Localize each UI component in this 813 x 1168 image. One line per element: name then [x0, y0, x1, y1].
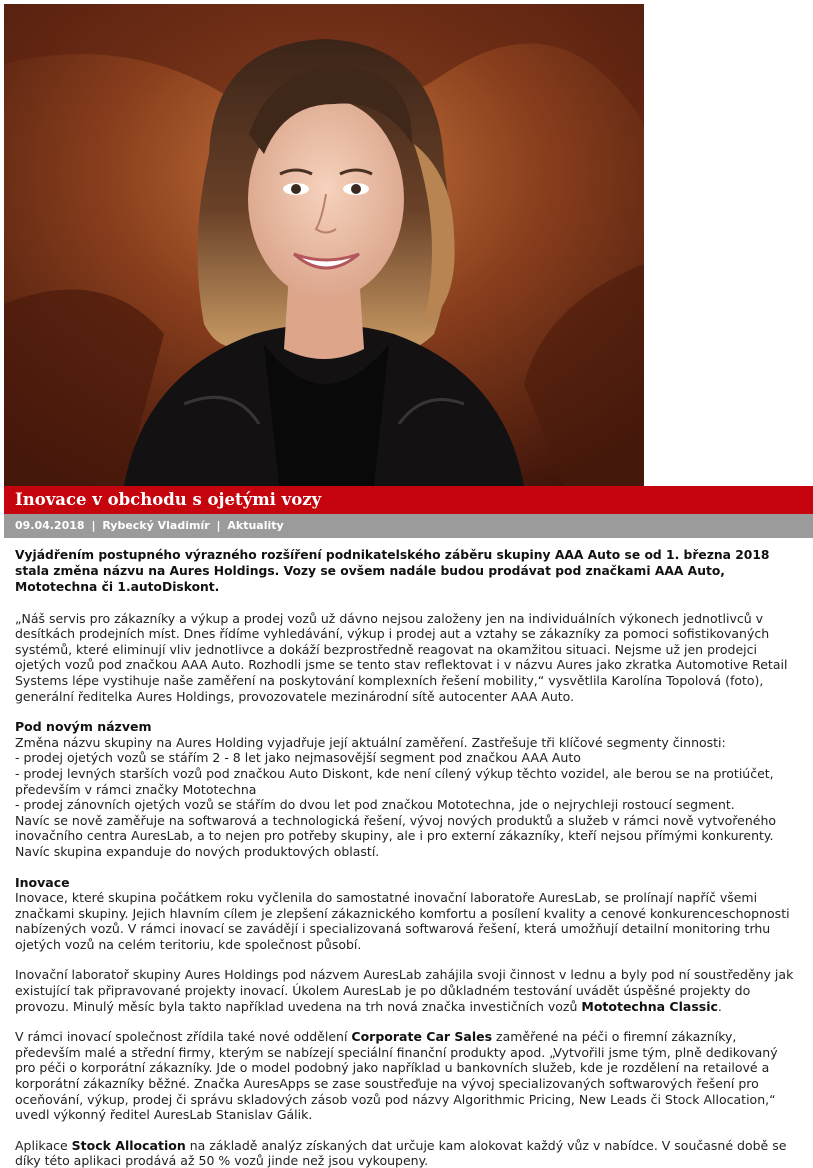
article-date: 09.04.2018: [15, 519, 85, 532]
section-new-name: [15, 719, 800, 859]
article-body: [15, 547, 800, 1168]
paragraph-text: Inovační laboratoř skupiny Aures Holdings pod názvem AuresLab zahájila svoji činnost v lednu a byly pod ní soustředěny jak existující tak připravované projekty inovací. Úkolem AuresLab je po důkladném testování uvádět úspěšné projekty do provozu. Minulý měsíc byla takto například uvedena na trh nová značka investičních vozů: [15, 967, 794, 1014]
bold-term: Mototechna Classic: [581, 998, 718, 1014]
section-heading: Inovace: [15, 874, 70, 890]
article-meta: [4, 514, 813, 538]
article-category[interactable]: Aktuality: [227, 519, 284, 532]
bold-term: Corporate Car Sales: [351, 1029, 493, 1045]
section-heading: Pod novým názvem: [15, 719, 152, 735]
article-paragraph: „Náš servis pro zákazníky a výkup a prodej vozů už dávno nejsou založeny jen na individuálních výkonech jednotlivců v desítkách prodejních míst. Dnes řídíme vyhledávání, výkup i prodej aut a vztahy se zákazníky za pomoci sofistikovaných systémů, které eliminují vliv jednotlivce a dokáží bezprostředně reagovat na okamžitou situaci. Nejsme už jen prodejci ojetých vozů pod značkou AAA Auto. Rozhodli jsme se tento stav reflektovat i v názvu Aures jako zkratka Automotive Retail Systems lépe vystihuje naše zaměření na poskytování komplexních řešení mobility,“ vysvětlila Karolína Topolová (foto), generální ředitelka Aures Holdings, provozovatele mezinárodní sítě autocenter AAA Auto.: [15, 610, 788, 704]
paragraph-text: V rámci inovací společnost zřídila také nové oddělení: [15, 1029, 352, 1045]
list-item: - prodej zánovních ojetých vozů se stářím do dvou let pod značkou Mototechna, jde o nejrychleji rostoucí segment.: [15, 797, 735, 813]
bold-term: Stock Allocation: [71, 1137, 186, 1153]
article-paragraph: [15, 1029, 800, 1123]
article-photo: [4, 4, 644, 486]
article-paragraph: [15, 1138, 800, 1168]
article-paragraph: [15, 967, 800, 1014]
list-item: - prodej levných starších vozů pod značkou Auto Diskont, kde není cílený výkup těchto vozidel, ale berou se na protiúčet, především v rámci značky Mototechna: [15, 765, 774, 797]
paragraph-text: Aplikace: [15, 1137, 72, 1153]
list-item: - prodej ojetých vozů se stářím 2 - 8 let jako nejmasovější segment pod značkou AAA Auto: [15, 750, 581, 766]
article-author[interactable]: Rybecký Vladimír: [102, 519, 210, 532]
article-lead: Vyjádřením postupného výrazného rozšíření podnikatelského záběru skupiny AAA Auto se od 1. března 2018 stala změna názvu na Aures Holdings. Vozy se ovšem nadále budou prodávat pod značkami AAA Auto, Mototechna či 1.autoDiskont.: [15, 548, 770, 595]
article-title-bar: [4, 486, 813, 514]
section-text: Navíc se nově zaměřuje na softwarová a technologická řešení, vývoj nových produktů a služeb v rámci nově vytvořeného inovačního centra AuresLab, a to nejen pro potřeby skupiny, ale i pro externí zákazníky, kteří nejsou přímými konkurenty. Navíc skupina expanduje do nových produktových oblastí.: [15, 812, 777, 859]
section-text: Změna názvu skupiny na Aures Holding vyjadřuje její aktuální zaměření. Zastřešuje tři klíčové segmenty činnosti:: [15, 734, 726, 750]
paragraph-text: .: [717, 998, 722, 1014]
portrait-photo: [4, 4, 644, 486]
paragraph-text: na základě analýz získaných dat určuje kam alokovat každý vůz v nabídce. V současné době se díky této aplikaci prodává až 50 % vozů jinde než jsou vykoupeny.: [15, 1137, 787, 1168]
meta-separator: |: [91, 519, 96, 532]
article-title: Inovace v obchodu s ojetými vozy: [15, 490, 322, 509]
paragraph-text: zaměřené na péči o firemní zákazníky, především malé a střední firmy, kterým se nabízejí speciální finanční produkty apod. „Vytvořili jsme tým, plně dedikovaný pro péči o korporátní zákazníky. Jde o model podobný jako například u bankovních služeb, kde je rozdělení na retailové a korporátní zákazníky běžné. Značka AuresApps se zase soustřeďuje na vývoj specializovaných softwarových řešení pro oceňování, výkup, prodej či správu skladových zásob vozů pod názvy Algorithmic Pricing, New Leads či Stock Allocation,“ uvedl výkonný ředitel AuresLab Stanislav Gálik.: [15, 1029, 778, 1123]
meta-separator: |: [216, 519, 221, 532]
section-innovation: [15, 875, 800, 953]
section-text: Inovace, které skupina počátkem roku vyčlenila do samostatné inovační laboratoře AuresLab, se prolínají napříč všemi značkami skupiny. Jejich hlavním cílem je zlepšení zákaznického komfortu a posílení kvality a cenové konkurenceschopnosti nabízených vozů. V rámci inovací se zavádějí i specializovaná softwarová řešení, která umožňují detailní monitoring trhu ojetých vozů na celém teritoriu, kde společnost působí.: [15, 890, 790, 952]
